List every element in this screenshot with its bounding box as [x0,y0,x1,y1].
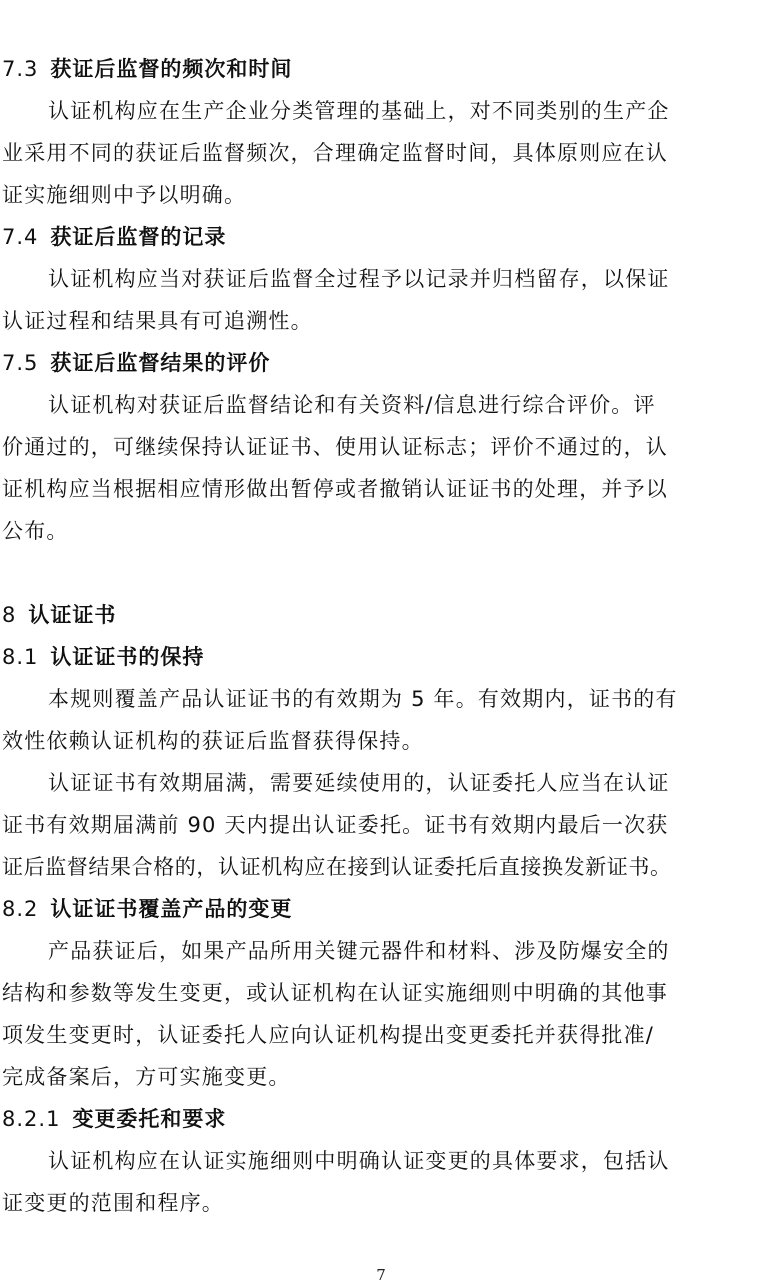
paragraph-line: 结构和参数等发生变更，或认证机构在认证实施细则中明确的其他事 [2,981,668,1005]
paragraph-line: 证实施细则中予以明确。 [2,183,247,207]
paragraph-line: 认证证书有效期届满，需要延续使用的，认证委托人应当在认证 [48,771,670,795]
paragraph-line: 认证机构应当对获证后监督全过程予以记录并归档留存，以保证 [48,267,670,291]
paragraph-line: 认证机构应在生产企业分类管理的基础上，对不同类别的生产企 [48,99,670,123]
section-heading-7-4 [2,223,226,251]
section-title: 认证证书覆盖产品的变更 [50,897,293,921]
section-number: 7.5 [2,351,39,375]
section-heading-8-2 [2,895,292,923]
section-title: 获证后监督的记录 [50,225,227,249]
section-heading-7-5 [2,349,270,377]
chapter-heading-8 [2,601,116,629]
section-title: 获证后监督的频次和时间 [50,57,293,81]
page-number: 7 [376,1266,386,1284]
subsection-heading-8-2-1 [2,1105,226,1133]
section-heading-8-1 [2,643,204,671]
section-title: 变更委托和要求 [72,1107,227,1131]
section-title: 获证后监督结果的评价 [50,351,271,375]
paragraph-line: 认证机构应在认证实施细则中明确认证变更的具体要求，包括认 [48,1149,670,1173]
chapter-number: 8 [2,603,17,627]
paragraph-line: 公布。 [2,519,69,543]
paragraph-line: 证后监督结果合格的，认证机构应在接到认证委托后直接换发新证书。 [2,855,672,879]
section-heading-7-3 [2,55,292,83]
paragraph-line: 证机构应当根据相应情形做出暂停或者撤销认证证书的处理，并予以 [2,477,668,501]
section-number: 7.4 [2,225,39,249]
paragraph-line: 认证机构对获证后监督结论和有关资料/信息进行综合评价。评 [48,393,656,417]
paragraph-line: 效性依赖认证机构的获证后监督获得保持。 [2,729,424,753]
paragraph-line: 业采用不同的获证后监督频次，合理确定监督时间，具体原则应在认 [2,141,668,165]
paragraph-line: 证变更的范围和程序。 [2,1191,224,1215]
section-number: 8.2 [2,897,39,921]
section-title: 认证证书的保持 [50,645,205,669]
chapter-title: 认证证书 [28,603,117,627]
paragraph-line: 价通过的，可继续保持认证证书、使用认证标志；评价不通过的，认 [2,435,668,459]
paragraph-line: 完成备案后，方可实施变更。 [2,1065,291,1089]
section-number: 8.2.1 [2,1107,61,1131]
paragraph-line: 证书有效期届满前 90 天内提出认证委托。证书有效期内最后一次获 [2,813,669,837]
section-number: 7.3 [2,57,39,81]
paragraph-line: 本规则覆盖产品认证证书的有效期为 5 年。有效期内，证书的有 [48,687,678,711]
paragraph-line: 项发生变更时，认证委托人应向认证机构提出变更委托并获得批准/ [2,1023,655,1047]
paragraph-line: 产品获证后，如果产品所用关键元器件和材料、涉及防爆安全的 [48,939,670,963]
paragraph-line: 认证过程和结果具有可追溯性。 [2,309,313,333]
section-number: 8.1 [2,645,39,669]
